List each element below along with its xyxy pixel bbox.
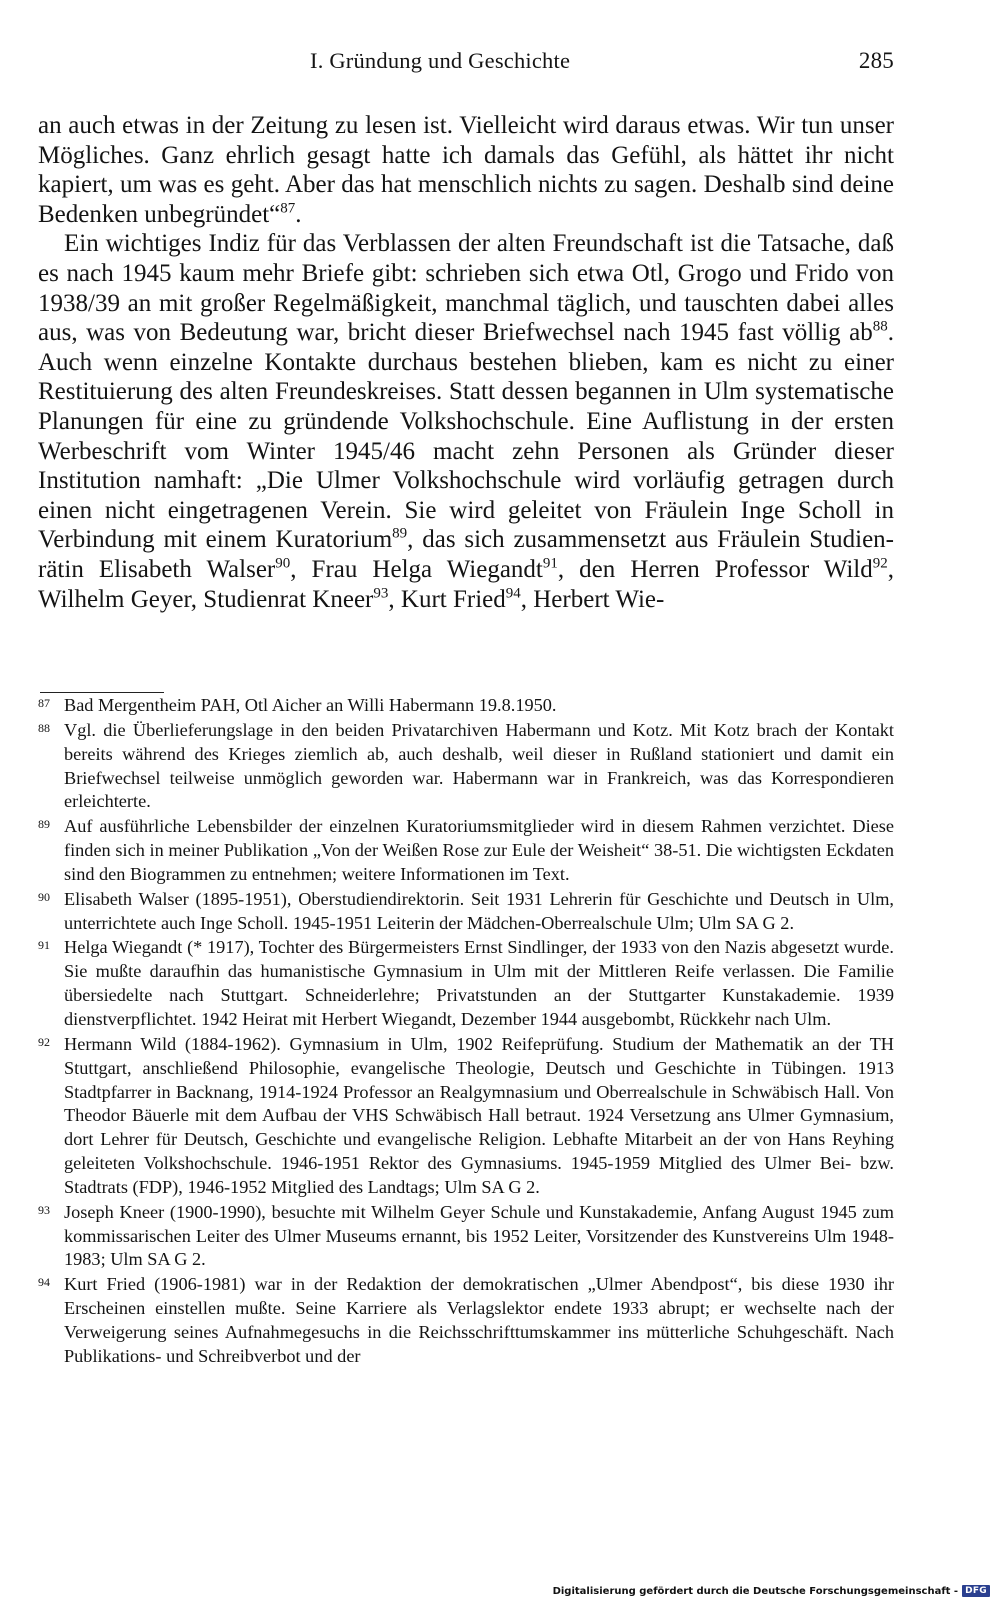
footnote [38, 694, 894, 718]
footnote-text: Vgl. die Überlieferungslage in den beiden Privatarchiven Habermann und Kotz. Mit Kotz brach der Kontakt bereits während des Krieges ziemlich ab, auch deshalb, weil dieser in Rußland stationiert und damit ein Briefwechsel teilweise unmöglich geworden war. Habermann war in Frankreich, was das Korrespondieren erleichterte. [64, 719, 894, 812]
footnote-text: Helga Wiegandt (* 1917), Tochter des Bürgermeisters Ernst Sindlinger, der 1933 von den Nazis abgesetzt wurde. Sie mußte daraufhin das humanistische Gymnasium in Ulm mit der Mittleren Reife verlassen. Die Familie übersiedelte nach Stuttgart. Schneiderlehre; Privatstunden an der Stuttgarter Kunstakademie. 1939 dienstverpflichtet. 1942 Heirat mit Herbert Wiegandt, Dezember 1944 ausgebombt, Rückkehr nach Ulm. [64, 937, 894, 1029]
footnote-text: Joseph Kneer (1900-1990), besuchte mit Wilhelm Geyer Schule und Kunstakademie, Anfang August 1945 zum kommissarischen Leiter des Ulmer Museums ernannt, bis 1952 Leiter, Vorsitzender des Kunstvereins Ulm 1948-1983; Ulm SA G 2. [64, 1201, 894, 1270]
footnote-ref[interactable]: 94 [505, 585, 521, 602]
footnote-number: 87 [38, 696, 50, 710]
footnote-ref[interactable]: 90 [275, 555, 291, 572]
chapter-title: I. Gründung und Geschichte [310, 48, 571, 73]
text-run: Ein wichtiges Indiz für das Verblassen der alten Freundschaft ist die Tatsache, daß es nach 1945 kaum mehr Briefe gibt: schrieben sich etwa Otl, Grogo und Frido von 1938/39 an mit großer Regelmäßigkeit, manchmal täglich, und tauschten dabei alles aus, was von Bedeutung war, bricht dieser Briefwechsel nach 1945 fast völlig ab [38, 230, 894, 347]
footnote [38, 719, 894, 814]
footnote-text: Auf ausführliche Lebensbilder der einzelnen Kuratoriumsmitglieder wird in diesem Rahmen verzichtet. Diese finden sich in meiner Publikation „Von der Weißen Rose zur Eule der Weisheit“ 38-51. Die wichtigsten Eckdaten sind den Biogrammen zu entnehmen; weitere Informationen im Text. [64, 816, 894, 884]
text-run: . [295, 200, 302, 228]
footnote [38, 936, 894, 1031]
text-run: . Auch wenn einzelne Kontakte durchaus bestehen blieben, kam es nicht zu einer Restituierung des alten Freundeskreises. Statt dessen begannen in Ulm systematische Planungen für eine zu gründende Volkshochschule. Eine Auflistung in der ersten Werbeschrift vom Winter 1945/46 macht zehn Personen als Gründer dieser Institution namhaft: „Die Ulmer Volkshochschule wird vorläufig getragen durch einen nicht eingetragenen Verein. Sie wird geleitet von Fräulein Inge Scholl in Verbindung mit einem Kuratorium [38, 319, 894, 554]
footnote-text: Kurt Fried (1906-1981) war in der Redaktion der demokratischen „Ulmer Abendpost“, bis diese 1930 ihr Erscheinen einstellen mußte. Seine Karriere als Verlagslektor endete 1933 abrupt; er wechselte nach der Verweigerung seines Aufnahmegesuchs in die Reichsschrifttumskammer ins mütterliche Schuhgeschäft. Nach Publikations- und Schreibverbot und der [64, 1274, 894, 1366]
paragraph [38, 229, 894, 614]
text-run: , das sich zusammensetzt aus Fräulein Studienrätin Elisabeth Walser [38, 526, 894, 583]
book-page [38, 0, 894, 1602]
running-head [38, 48, 894, 78]
dfg-footer [553, 1584, 990, 1598]
footnote-ref[interactable]: 89 [392, 525, 408, 542]
footnotes [38, 694, 894, 1370]
text-run: , Wilhelm Geyer, Studienrat Kneer [38, 555, 895, 613]
footnote-ref[interactable]: 92 [872, 555, 888, 572]
footnote-ref[interactable]: 87 [280, 200, 296, 217]
text-run: , Frau Helga Wiegandt [290, 555, 543, 583]
footnote-number: 90 [38, 889, 50, 904]
footnote-number: 92 [38, 1034, 50, 1049]
footnote-text: Bad Mergentheim PAH, Otl Aicher an Willi Habermann 19.8.1950. [64, 695, 557, 715]
text-run: , den Herren Professor Wild [557, 555, 873, 583]
footnote-number: 93 [38, 1202, 50, 1217]
footnote-text: Hermann Wild (1884-1962). Gymnasium in Ulm, 1902 Reifeprüfung. Studium der Mathematik an der TH Stuttgart, anschließend Philosophie, evangelische Theologie, Deutsch und Geschichte in Tübingen. 1913 Stadtpfarrer in Backnang, 1914-1924 Professor an Realgymnasium und Oberrealschule in Schwäbisch Hall. Von Theodor Bäuerle mit dem Aufbau der VHS Schwäbisch Hall betraut. 1924 Versetzung ans Ulmer Gymnasium, dort Lehrer für Deutsch, Geschichte und evangelische Religion. Lebhafte Mitarbeit an der von Hans Reyhing geleiteten Volkshochschule. 1946-1951 Rektor des Gymnasiums. 1945-1959 Mitglied des Ulmer Bei- bzw. Stadtrats (FDP), 1946-1952 Mitglied des Landtags; Ulm SA G 2. [64, 1033, 894, 1197]
footnote-number: 91 [38, 938, 50, 953]
footnote [38, 1033, 894, 1200]
body-text [38, 111, 894, 614]
footnote [38, 815, 894, 887]
footnote-ref[interactable]: 91 [542, 555, 558, 572]
footnote [38, 888, 894, 936]
paragraph [38, 111, 894, 229]
text-run: , Kurt Fried [388, 585, 506, 613]
footnote-ref[interactable]: 88 [872, 318, 888, 335]
footnote-divider [40, 692, 164, 693]
text-run: an auch etwas in der Zeitung zu lesen ist. Vielleicht wird daraus etwas. Wir tun unser Mögliches. Ganz ehrlich gesagt hatte ich damals das Gefühl, als hättet ihr nicht kapiert, um was es geht. Aber das hat menschlich nichts zu sagen. Deshalb sind deine Bedenken unbegründet“ [38, 112, 894, 228]
footnote [38, 1201, 894, 1273]
footnote [38, 1273, 894, 1368]
page-number: 285 [858, 48, 894, 73]
footnote-ref[interactable]: 93 [373, 585, 389, 602]
footnote-text: Elisabeth Walser (1895-1951), Oberstudiendirektorin. Seit 1931 Lehrerin für Geschichte und Deutsch in Ulm, unterrichtete auch Inge Scholl. 1945-1951 Leiterin der Mädchen-Oberrealschule Ulm; Ulm SA G 2. [64, 888, 894, 933]
text-run: , Herbert Wie- [520, 585, 665, 613]
dfg-logo: DFG [962, 1585, 990, 1597]
footnote-number: 94 [38, 1275, 50, 1290]
footnote-number: 88 [38, 720, 50, 735]
footnote-number: 89 [38, 817, 50, 832]
funding-notice: Digitalisierung gefördert durch die Deutsche Forschungsgemeinschaft - [552, 1585, 959, 1597]
